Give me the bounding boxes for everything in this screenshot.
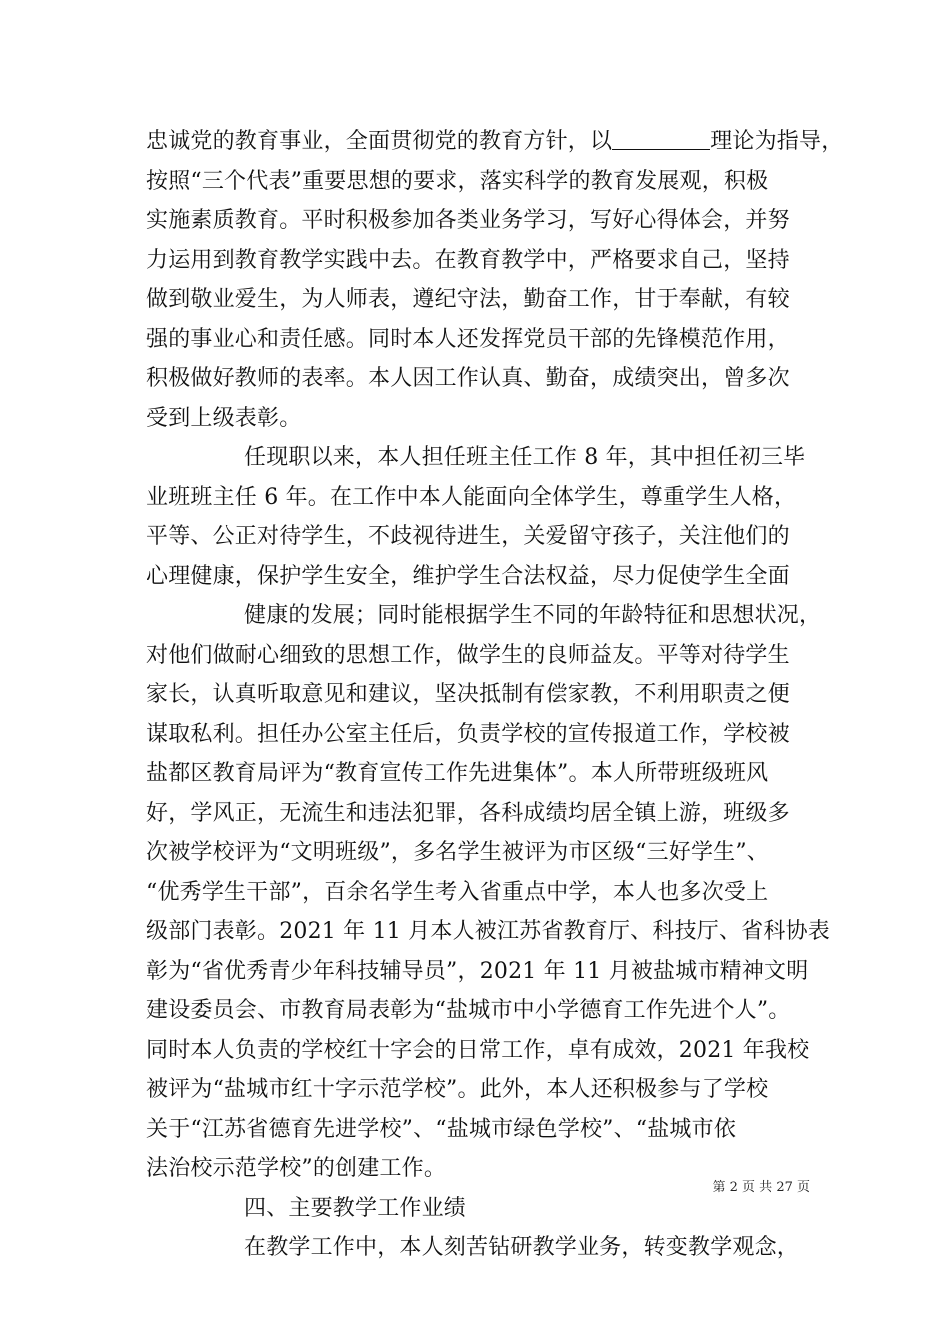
text-line: 受到上级表彰。 — [146, 405, 302, 431]
text-line: 被评为“盐城市红十字示范学校”。此外，本人还积极参与了学校 — [146, 1077, 769, 1102]
text-line: 业班班主任 6 年。在工作中本人能面向全体学生，尊重学生人格， — [146, 484, 797, 510]
text-line: 力运用到教育教学实践中去。在教育教学中，严格要求自己，坚持 — [146, 247, 790, 273]
text-line: 级部门表彰。2021 年 11 月本人被江苏省教育厅、科技厅、省科协表 — [146, 919, 830, 944]
text-line: 次被学校评为“文明班级”，多名学生被评为市区级“三好学生”、 — [146, 840, 769, 865]
text-line: 强的事业心和责任感。同时本人还发挥党员干部的先锋模范作用， — [146, 326, 790, 352]
text-line: 按照“三个代表”重要思想的要求，落实科学的教育发展观，积极 — [146, 168, 769, 194]
page-number: 第 2 页 共 27 页 — [712, 1180, 810, 1195]
text-line: 好，学风正，无流生和违法犯罪，各科成绩均居全镇上游，班级多 — [146, 800, 790, 826]
section-heading: 四、主要教学工作业绩 — [244, 1195, 467, 1221]
text-line: 做到敬业爱生，为人师表，遵纪守法，勤奋工作，甘于奉献，有较 — [146, 287, 790, 312]
text-line: 任现职以来，本人担任班主任工作 8 年，其中担任初三毕 — [244, 445, 806, 470]
text-line: 心理健康，保护学生安全，维护学生合法权益，尽力促使学生全面 — [146, 563, 790, 589]
text-line: 彰为“省优秀青少年科技辅导员”，2021 年 11 月被盐城市精神文明 — [146, 958, 809, 984]
text-line: 在教学工作中，本人刻苦钻研教学业务，转变教学观念， — [244, 1235, 800, 1260]
text-line: 关于“江苏省德育先进学校”、“盐城市绿色学校”、“盐城市依 — [146, 1116, 737, 1142]
text-line: 谋取私利。担任办公室主任后，负责学校的宣传报道工作，学校被 — [146, 721, 790, 747]
body-text — [146, 122, 844, 1268]
text-line: “优秀学生干部”，百余名学生考入省重点中学，本人也多次受上 — [146, 879, 769, 905]
text-line: 法治校示范学校”的创建工作。 — [146, 1156, 447, 1181]
text-line: 对他们做耐心细致的思想工作，做学生的良师益友。平等对待学生 — [146, 642, 790, 668]
text-line: 平等、公正对待学生，不歧视待进生，关爱留守孩子，关注他们的 — [146, 524, 790, 549]
fill-in-blank — [612, 125, 710, 150]
text-line: 同时本人负责的学校红十字会的日常工作，卓有成效，2021 年我校 — [146, 1037, 810, 1063]
text-line: 健康的发展；同时能根据学生不同的年龄特征和思想状况， — [244, 603, 822, 628]
text-line: 实施素质教育。平时积极参加各类业务学习，写好心得体会，并努 — [146, 208, 790, 233]
text-line: 建设委员会、市教育局表彰为“盐城市中小学德育工作先进个人”。 — [146, 998, 791, 1023]
text-line: 积极做好教师的表率。本人因工作认真、勤奋，成绩突出，曾多次 — [146, 366, 790, 391]
text-line: 忠诚党的教育事业，全面贯彻党的教育方针，以 理论为指导， — [146, 122, 826, 162]
text-line: 盐都区教育局评为“教育宣传工作先进集体”。本人所带班级班风 — [146, 761, 769, 786]
text-line: 家长，认真听取意见和建议，坚决抵制有偿家教，不利用职责之便 — [146, 682, 790, 707]
